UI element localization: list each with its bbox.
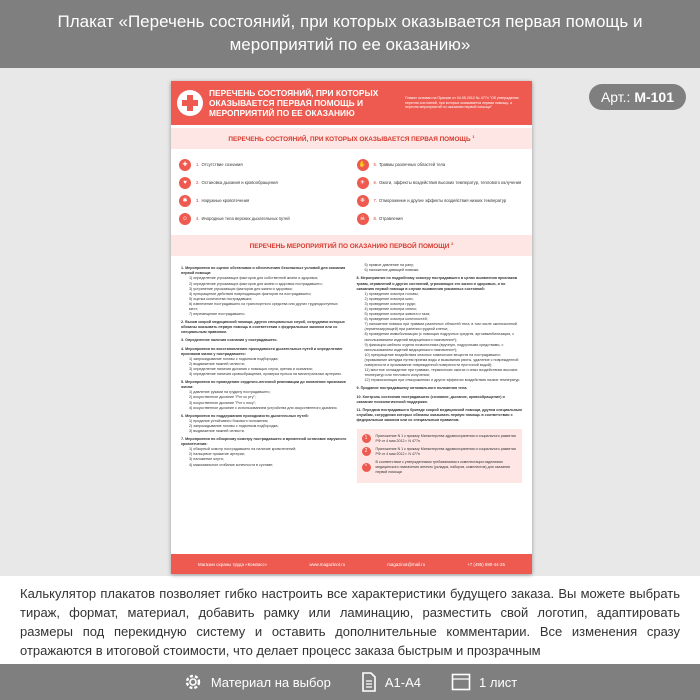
measure-subitem: 1) обзорный осмотр пострадавшего на наличие кровотечений; (189, 447, 297, 452)
measure-heading: 8. Мероприятия по подробному осмотру пострадавшего в целях выявления признаков травм, отравлений и других состояний, угрожающих его жизни и здоровью, и по оказанию первой помощи в случае выявления указанных состояний: (356, 276, 518, 291)
product-image-area (0, 68, 700, 576)
condition-icon: ❄ (357, 195, 369, 207)
condition-text: Травмы различных областей тела (379, 162, 446, 168)
measure-subitem: 2) определение угрожающих факторов для жизни и здоровья пострадавшего; (189, 281, 323, 286)
measure-subitem: 5) оценка количества пострадавших; (189, 296, 253, 301)
measure-heading: 6. Мероприятия по поддержанию проходимости дыхательных путей: (181, 413, 309, 418)
section-conditions-title (171, 128, 532, 149)
condition-text: Инородные тела верхних дыхательных путей (201, 216, 290, 222)
condition-number: 8. (373, 216, 377, 222)
poster-note: Плакат основан на Приказе от 04.05.2012 № 477н "Об утверждении перечня состояний, при которых оказывается первая помощь, и перечня мероприятий по оказанию первой помощи" (405, 96, 519, 110)
conditions-list (171, 149, 532, 232)
condition-icon: ♥ (179, 177, 191, 189)
condition-item (357, 175, 527, 190)
measure-heading: 7. Мероприятия по обзорному осмотру пострадавшего и временной остановке наружного кровотечения: (181, 437, 347, 447)
condition-number: 4. (196, 216, 200, 222)
measure-subitem: 10) прекращение воздействия опасных химических веществ на пострадавшего (промывание желудка путем приема воды и вызывания рвоты, удаление с поврежденной поверхности и промывание поврежденной поверхности проточной водой); (364, 352, 519, 368)
measure-heading: 11. Передача пострадавшего бригаде скорой медицинской помощи, другим специальным службам, сотрудники которых обязаны оказывать первую помощь в соответствии с федеральным законом или со специальным правилом. (356, 407, 522, 422)
feature-sheets (451, 673, 517, 691)
measure-subitem: 1) давление руками на грудину пострадавшего; (189, 390, 271, 395)
measure-subitem: 11) местное охлаждение при травмах, термических ожогах и иных воздействиях высоких температур или теплового излучения; (364, 368, 518, 378)
poster-preview[interactable] (171, 81, 532, 574)
appendix-text: В соответствии с утвержденными требованиями к комплектации изделиями медицинского назначения аптечек (укладок, наборов, комплектов) для оказания первой помощи (375, 460, 510, 474)
condition-item (357, 157, 527, 172)
measure-subitem: 5) проведение осмотра живота и таза; (364, 312, 431, 317)
feature-material (183, 672, 331, 692)
measure-heading: 3. Определение наличия сознания у пострадавшего. (181, 338, 278, 343)
measure-heading: 9. Придание пострадавшему оптимального положения тела. (356, 386, 468, 391)
appendix-item (362, 460, 518, 474)
measure-subitem: 6) извлечение пострадавшего из транспортного средства или других труднодоступных мест; (189, 301, 338, 311)
appendix-icon: * (362, 463, 371, 472)
appendix-text: Приложение N 1 к приказу Министерства здравоохранения и социального развития РФ от 4 мая 2012 г. N 477н (375, 447, 516, 456)
measure-subitem: 1) запрокидывание головы с подъемом подбородка; (189, 356, 279, 361)
article-label: Арт.: (600, 89, 631, 105)
measure-subitem: 3) выдвижение нижней челюсти. (189, 428, 245, 433)
footer-email: magazinot@mail.ru (387, 561, 426, 567)
condition-text: Наружные кровотечения (201, 198, 250, 204)
condition-icon: ✋ (357, 159, 369, 171)
measure-subitem: 4) максимальное сгибание конечности в суставе; (189, 462, 274, 467)
condition-icon: ☠ (357, 213, 369, 225)
measures-left-column (181, 263, 347, 483)
condition-number: 7. (373, 198, 377, 204)
measure-subitem: 2) проведение осмотра шеи; (364, 296, 414, 301)
gear-icon (183, 672, 203, 692)
measure-subitem: 8) проведение иммобилизации (с помощью подручных средств, аутоиммобилизация, с использованием изделий медицинского назначения*); (364, 332, 515, 342)
page-title-band (0, 0, 700, 68)
measure-subitem: 9) фиксация шейного отдела позвоночника (вручную, подручными средствами, с использованием изделий медицинского назначения*); (364, 342, 504, 352)
condition-item (357, 193, 527, 208)
condition-number: 3. (196, 198, 200, 204)
page-title: Плакат «Перечень состояний, при которых оказывается первая помощь и мероприятий по ее оказанию» (57, 12, 643, 54)
appendix-icon: 1 (362, 434, 371, 443)
measure-subitem: 4) прекращение действия повреждающих факторов на пострадавшего; (189, 291, 312, 296)
measure-subitem: 7) наложение повязок при травмах различных областей тела, в том числе окклюзионной (герметизирующей) при ранении грудной клетки; (364, 322, 517, 332)
document-icon (361, 672, 377, 692)
poster-header (171, 81, 532, 125)
measure-heading: 1. Мероприятия по оценке обстановки и обеспечению безопасных условий для оказания первой помощи: (181, 266, 346, 276)
section-conditions-text: ПЕРЕЧЕНЬ СОСТОЯНИЙ, ПРИ КОТОРЫХ ОКАЗЫВАЕТСЯ ПЕРВАЯ ПОМОЩЬ (228, 136, 471, 144)
measure-subitem: 3) наложение жгута; (189, 457, 224, 462)
measure-subitem: 4) искусственное дыхание с использованием устройства для искусственного дыхания. (189, 405, 338, 410)
appendix-text: Приложение N 1 к приказу Министерства здравоохранения и социального развития РФ от 4 мая 2012 г. N 477н (375, 433, 516, 443)
measure-heading: 10. Контроль состояния пострадавшего (сознание, дыхание, кровообращение) и оказание психологической поддержки. (356, 394, 505, 404)
measure-subitem: 2) искусственное дыхание "Рот ко рту"; (189, 395, 256, 400)
article-badge (589, 84, 686, 110)
section-measures-title (171, 235, 532, 256)
feature-material-label: Материал на выбор (210, 674, 331, 690)
condition-icon: ☀ (357, 177, 369, 189)
measure-subitem: 2) выдвижение нижней челюсти; (189, 361, 245, 366)
section-conditions-sup: 1 (472, 134, 475, 139)
appendix-item (362, 447, 518, 456)
measure-subitem: 6) проведение осмотра конечностей; (364, 317, 428, 322)
feature-sheets-label: 1 лист (479, 674, 518, 690)
measure-subitem: 1) определение угрожающих факторов для собственной жизни и здоровья; (189, 276, 319, 281)
condition-icon: ✚ (179, 159, 191, 171)
footer-phone: +7 (495) 980-44-25 (467, 561, 505, 567)
condition-number: 2. (196, 180, 200, 186)
condition-item (179, 211, 349, 226)
measures-right-column (357, 263, 523, 483)
first-aid-cross-icon (177, 90, 203, 116)
section-measures-text: ПЕРЕЧЕНЬ МЕРОПРИЯТИЙ ПО ОКАЗАНИЮ ПЕРВОЙ ПОМОЩИ (249, 243, 450, 251)
appendix-item (362, 434, 518, 443)
condition-icon: ✱ (179, 195, 191, 207)
measure-subitem: 12) термоизоляция при отморожениях и других эффектах воздействия низких температур. (364, 378, 521, 383)
condition-number: 1. (196, 162, 200, 168)
condition-number: 5. (373, 162, 377, 168)
product-description: Калькулятор плакатов позволяет гибко настроить все характеристики будущего заказа. Вы можете выбрать тираж, формат, материал, добавить рамку или ламинацию, разместить свой логотип, адаптировать размеры под перекидную систему и оставить дополнительные комментарии. Все изменения сразу отражаются в итоговой стоимости, что делает процесс заказа быстрым и прозрачным (20, 586, 680, 658)
measure-subitem: 7) перемещение пострадавшего. (189, 312, 246, 317)
footer-site: www.magazinot.ru (309, 561, 346, 567)
poster-title: ПЕРЕЧЕНЬ СОСТОЯНИЙ, ПРИ КОТОРЫХ ОКАЗЫВАЕТСЯ ПЕРВАЯ ПОМОЩЬ И МЕРОПРИЯТИЙ ПО ЕЕ ОКАЗАНИЮ (209, 88, 379, 118)
measure-subitem: 6) наложение давящей повязки. (364, 268, 420, 273)
measure-subitem: 4) определение наличия кровообращения, проверка пульса на магистральных артериях. (189, 372, 342, 377)
condition-item (179, 157, 349, 172)
measure-subitem: 3) устранение угрожающих факторов для жизни и здоровья; (189, 286, 293, 291)
section-measures-sup: 2 (451, 241, 454, 247)
condition-text: Отсутствие сознания (201, 162, 243, 168)
sheet-icon (451, 673, 471, 691)
poster-footer (171, 554, 532, 574)
condition-item (357, 211, 527, 226)
appendix-icon: 2 (362, 447, 371, 456)
measure-subitem: 3) проведение осмотра груди; (364, 301, 416, 306)
measure-subitem: 2) пальцевое прижатие артерии; (189, 452, 245, 457)
measure-heading: 2. Вызов скорой медицинской помощи, других специальных служб, сотрудники которых обязаны оказывать первую помощь в соответствии с федеральным законом или со специальным правилом. (181, 320, 345, 335)
footer-shop: Магазин охраны труда «Компасс» (198, 561, 268, 567)
condition-icon: ☺ (179, 213, 191, 225)
condition-number: 6. (373, 180, 377, 186)
measure-subitem: 1) придание устойчивого бокового положения; (189, 418, 269, 423)
condition-item (179, 175, 349, 190)
measure-subitem: 4) проведение осмотра спины; (364, 307, 417, 311)
appendix-box (357, 429, 523, 483)
measures-list (171, 256, 532, 483)
condition-text: Остановка дыхания и кровообращения (201, 180, 278, 186)
measure-heading: 5. Мероприятия по проведению сердечно-легочной реанимации до появления признаков жизни: (181, 380, 346, 390)
condition-text: Отравления (379, 216, 403, 222)
features-bar (0, 664, 700, 700)
condition-text: Ожоги, эффекты воздействия высоких температур, теплового излучения (379, 180, 522, 186)
condition-text: Отморожение и другие эффекты воздействия низких температур (379, 198, 507, 204)
measure-subitem: 5) прямое давление на рану; (364, 263, 415, 268)
measure-subitem: 3) определение наличия дыхания с помощью слуха, зрения и осязания; (189, 366, 313, 371)
measure-subitem: 2) запрокидывание головы с подъемом подбородка; (189, 423, 279, 428)
feature-format (361, 672, 421, 692)
measure-subitem: 1) проведение осмотра головы; (364, 291, 419, 296)
feature-format-label: А1-А4 (384, 674, 422, 690)
article-code: М-101 (634, 89, 674, 105)
measure-subitem: 3) искусственное дыхание "Рот к носу"; (189, 400, 257, 405)
measure-heading: 4. Мероприятия по восстановлению проходимости дыхательных путей и определению признаков жизни у пострадавшего: (181, 346, 343, 356)
condition-item (179, 193, 349, 208)
